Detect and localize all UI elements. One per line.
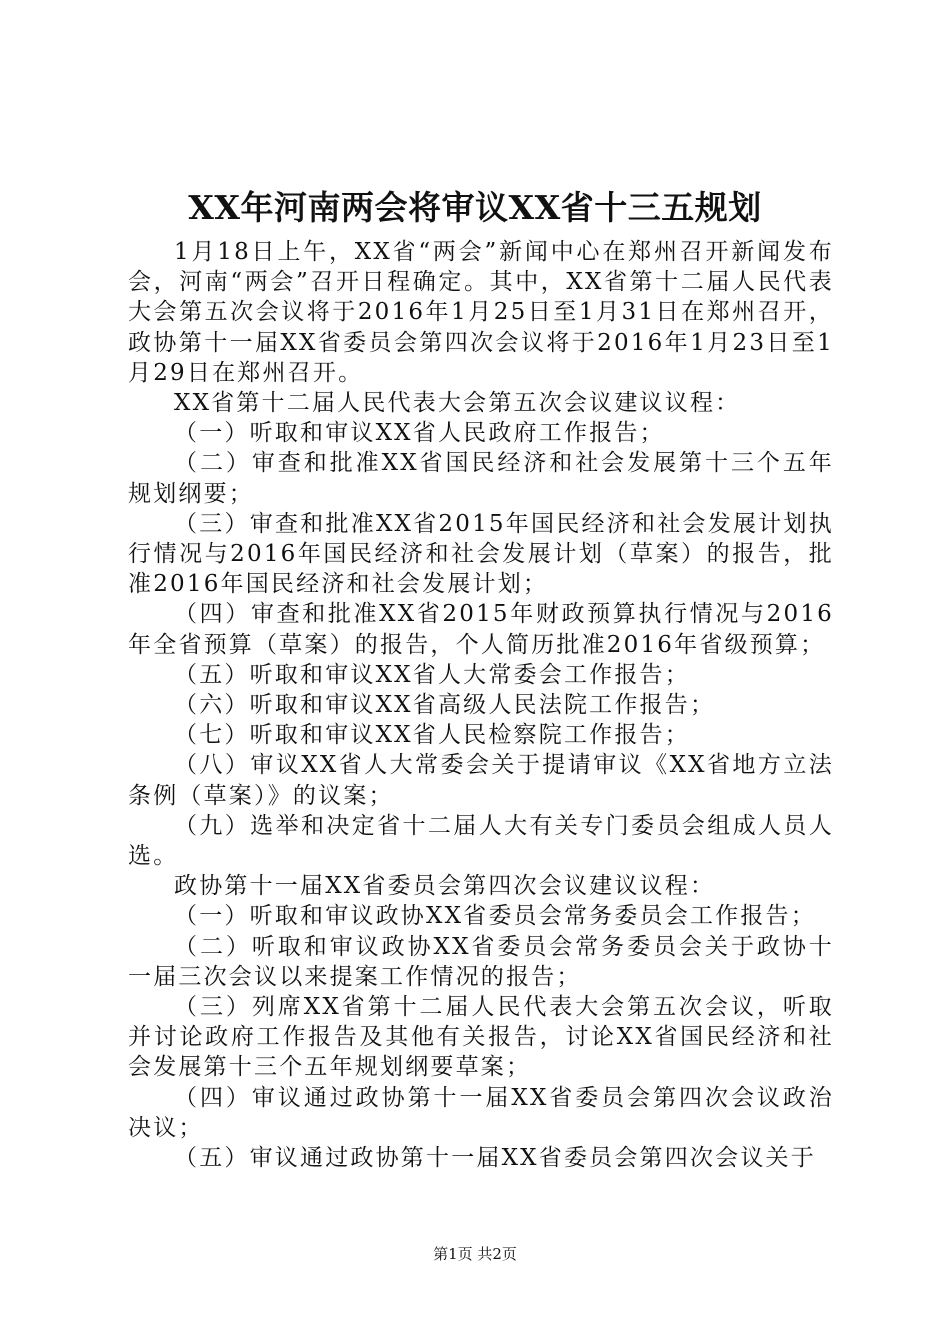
paragraph: （二）审查和批准XX省国民经济和社会发展第十三个五年规划纲要； [128,450,834,507]
paragraph: （六）听取和审议XX省高级人民法院工作报告； [174,692,716,719]
paragraph: （八）审议XX省人大常委会关于提请审议《XX省地方立法条例（草案）》的议案； [128,752,834,809]
paragraph: （四）审议通过政协第十一届XX省委员会第四次会议政治决议； [128,1084,834,1141]
paragraph: （五）审议通过政协第十一届XX省委员会第四次会议关于 [174,1145,816,1172]
paragraph: （四）审查和批准XX省2015年财政预算执行情况与2016年全省预算（草案）的报告，个人简历批准2016年省级预算； [128,601,834,658]
paragraph: （九）选举和决定省十二届人大有关专门委员会组成人员人选。 [128,812,834,870]
document-body [128,237,834,1173]
document-title: XX年河南两会将审议XX省十三五规划 [188,188,762,227]
paragraph: XX省第十二届人民代表大会第五次会议建议议程： [174,390,741,417]
paragraph: （一）听取和审议XX省人民政府工作报告； [174,420,665,447]
paragraph: （三）审查和批准XX省2015年国民经济和社会发展计划执行情况与2016年国民经济和社会发展计划（草案）的报告，批准2016年国民经济和社会发展计划； [128,510,834,598]
paragraph: 政协第十一届XX省委员会第四次会议建议议程： [174,873,716,900]
paragraph: （七）听取和审议XX省人民检察院工作报告； [174,722,690,749]
paragraph: （二）听取和审议政协XX省委员会常务委员会关于政协十一届三次会议以来提案工作情况的报告； [128,933,834,990]
paragraph: （三）列席XX省第十二届人民代表大会第五次会议，听取并讨论政府工作报告及其他有关报告，讨论XX省国民经济和社会发展第十三个五年规划纲要草案； [128,994,834,1081]
paragraph: （一）听取和审议政协XX省委员会常务委员会工作报告； [174,903,816,930]
paragraph: 1月18日上午，XX省“两会”新闻中心在郑州召开新闻发布会，河南“两会”召开日程确定。其中，XX省第十二届人民代表大会第五次会议将于2016年1月25日至1月31日在郑州召开，政协第十一届XX省委员会第四次会议将于2016年1月23日至1月29日在郑州召开。 [128,239,834,386]
page-number-footer: 第1页 共2页 [433,1245,517,1263]
paragraph: （五）听取和审议XX省人大常委会工作报告； [174,661,690,688]
